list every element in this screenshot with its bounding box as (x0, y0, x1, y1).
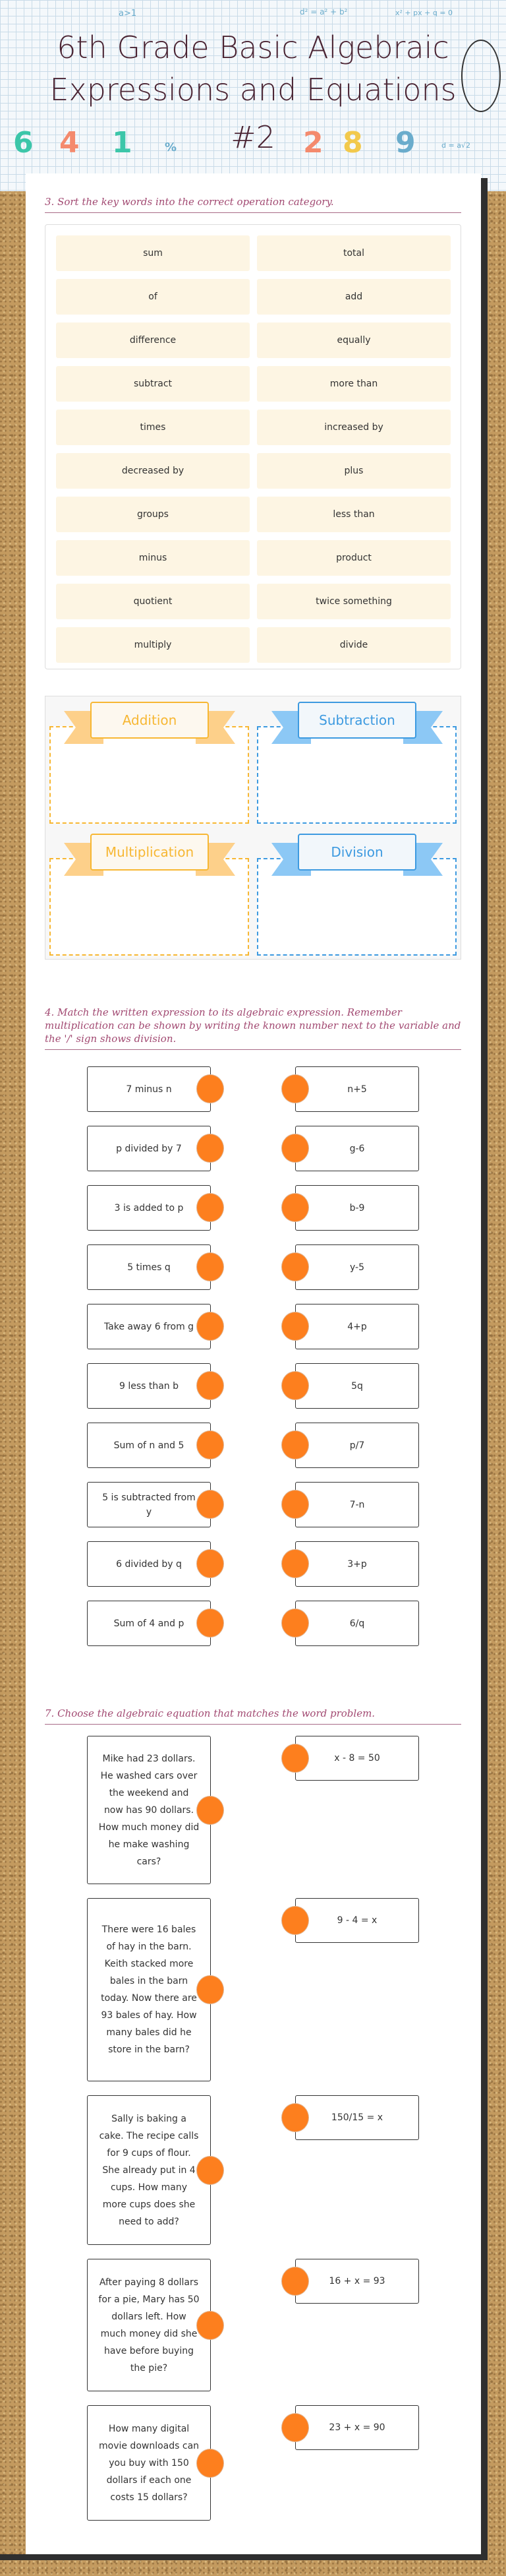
connector-dot[interactable] (281, 1490, 309, 1519)
keyword-chip[interactable]: twice something (257, 584, 451, 619)
algebraic-expression-card[interactable]: p/7 (295, 1423, 419, 1468)
category-ribbon (64, 702, 235, 744)
word-problem-card[interactable]: There were 16 bales of hay in the barn. Keith stacked more bales in the barn today. Now there are 93 bales of hay. How many bales did he store in the barn? (87, 1898, 211, 2081)
keyword-chip[interactable]: divide (257, 627, 451, 663)
page-title-line3: #2 (231, 119, 275, 155)
connector-dot[interactable] (196, 1549, 224, 1578)
equation-card[interactable]: 150/15 = x (295, 2095, 419, 2140)
connector-dot[interactable] (196, 1193, 224, 1222)
written-expression-card[interactable]: Sum of n and 5 (87, 1423, 211, 1468)
connector-dot[interactable] (281, 1609, 309, 1638)
category-label: Subtraction (298, 702, 416, 739)
connector-dot[interactable] (196, 1975, 224, 2004)
category-label: Division (298, 834, 416, 871)
word-problem-card[interactable]: Mike had 23 dollars. He washed cars over the weekend and now has 90 dollars. How much money did he make washing cars? (87, 1736, 211, 1884)
deco-number: 6 (13, 126, 34, 160)
written-expression-card[interactable]: 5 is subtracted from y (87, 1482, 211, 1527)
category-label: Multiplication (90, 834, 209, 871)
deco-number: 1 (112, 126, 132, 160)
category-ribbon (271, 702, 443, 744)
algebraic-expression-card[interactable]: b-9 (295, 1185, 419, 1231)
connector-dot[interactable] (281, 1430, 309, 1459)
algebraic-expression-card[interactable]: g-6 (295, 1126, 419, 1171)
keyword-chip[interactable]: more than (257, 366, 451, 402)
written-expression-card[interactable]: 5 times q (87, 1244, 211, 1290)
equation-card[interactable]: 23 + x = 90 (295, 2405, 419, 2450)
equation-card[interactable]: 9 - 4 = x (295, 1898, 419, 1943)
connector-dot[interactable] (281, 1252, 309, 1281)
question-7-heading: 7. Choose the algebraic equation that matches the word problem. (45, 1707, 461, 1725)
keyword-chip[interactable]: product (257, 540, 451, 576)
keyword-chip[interactable]: sum (56, 235, 250, 271)
equation-card[interactable]: 16 + x = 93 (295, 2259, 419, 2304)
algebraic-expression-card[interactable]: 3+p (295, 1541, 419, 1587)
word-problem-card[interactable]: Sally is baking a cake. The recipe calls for 9 cups of flour. She already put in 4 cups. How many more cups does she need to add? (87, 2095, 211, 2245)
algebraic-expression-card[interactable]: 5q (295, 1363, 419, 1409)
keyword-bank (45, 224, 461, 669)
written-expression-card[interactable]: 3 is added to p (87, 1185, 211, 1231)
keyword-chip[interactable]: minus (56, 540, 250, 576)
keyword-chip[interactable]: total (257, 235, 451, 271)
written-expression-card[interactable]: Take away 6 from g (87, 1304, 211, 1349)
question-4-heading: 4. Match the written expression to its algebraic expression. Remember multiplication can be shown by writing the known number next to the variable and the '/' sign shows division. (45, 1006, 461, 1050)
connector-dot[interactable] (196, 1609, 224, 1638)
algebraic-expression-card[interactable]: y-5 (295, 1244, 419, 1290)
written-expression-card[interactable]: 6 divided by q (87, 1541, 211, 1587)
connector-dot[interactable] (196, 1312, 224, 1341)
connector-dot[interactable] (281, 2267, 309, 2296)
connector-dot[interactable] (196, 2311, 224, 2340)
connector-dot[interactable] (281, 1074, 309, 1103)
connector-dot[interactable] (196, 1252, 224, 1281)
sheet-shadow (481, 178, 488, 2560)
connector-dot[interactable] (281, 1744, 309, 1773)
deco-number: 9 (395, 126, 416, 160)
equation-card[interactable]: x - 8 = 50 (295, 1736, 419, 1781)
keyword-chip[interactable]: times (56, 410, 250, 445)
keyword-chip[interactable]: quotient (56, 584, 250, 619)
deco-number: 2 (303, 126, 323, 160)
written-expression-card[interactable]: p divided by 7 (87, 1126, 211, 1171)
keyword-chip[interactable]: equally (257, 322, 451, 358)
sheet-shadow (0, 2554, 488, 2560)
algebraic-expression-card[interactable]: n+5 (295, 1066, 419, 1112)
connector-dot[interactable] (196, 2156, 224, 2185)
connector-dot[interactable] (196, 1134, 224, 1163)
algebraic-expression-card[interactable]: 6/q (295, 1601, 419, 1646)
keyword-chip[interactable]: subtract (56, 366, 250, 402)
connector-dot[interactable] (196, 1490, 224, 1519)
category-ribbon (271, 834, 443, 876)
page-title-line2: Expressions and Equations (49, 72, 457, 107)
connector-dot[interactable] (281, 2413, 309, 2442)
algebraic-expression-card[interactable]: 7-n (295, 1482, 419, 1527)
word-problem-card[interactable]: After paying 8 dollars for a pie, Mary has 50 dollars left. How much money did she have before buying the pie? (87, 2259, 211, 2391)
written-expression-card[interactable]: 9 less than b (87, 1363, 211, 1409)
connector-dot[interactable] (281, 1371, 309, 1400)
written-expression-card[interactable]: Sum of 4 and p (87, 1601, 211, 1646)
keyword-chip[interactable]: less than (257, 497, 451, 532)
deco-symbol: % (165, 140, 177, 154)
algebraic-expression-card[interactable]: 4+p (295, 1304, 419, 1349)
connector-dot[interactable] (281, 1906, 309, 1935)
deco-formula: x² + px + q = 0 (395, 9, 453, 17)
deco-formula: d² = a² + b² (300, 7, 348, 16)
connector-dot[interactable] (281, 2103, 309, 2132)
deco-formula: a>1 (119, 9, 137, 18)
connector-dot[interactable] (196, 1371, 224, 1400)
category-sort-area (45, 696, 461, 960)
connector-dot[interactable] (196, 1074, 224, 1103)
word-problem-card[interactable]: How many digital movie downloads can you buy with 150 dollars if each one costs 15 dollars? (87, 2405, 211, 2521)
keyword-chip[interactable]: decreased by (56, 453, 250, 489)
header-banner (0, 0, 506, 191)
category-ribbon (64, 834, 235, 876)
page-title-line1: 6th Grade Basic Algebraic (57, 30, 449, 65)
connector-dot[interactable] (196, 1796, 224, 1825)
keyword-chip[interactable]: multiply (56, 627, 250, 663)
written-expression-card[interactable]: 7 minus n (87, 1066, 211, 1112)
deco-number: 4 (59, 126, 80, 160)
connector-dot[interactable] (281, 1134, 309, 1163)
deco-number: 8 (343, 126, 363, 160)
keyword-chip[interactable]: add (257, 279, 451, 315)
keyword-chip[interactable]: increased by (257, 410, 451, 445)
deco-formula: d = a√2 (441, 141, 470, 150)
question-3-heading: 3. Sort the key words into the correct operation category. (45, 195, 461, 213)
keyword-chip[interactable]: difference (56, 322, 250, 358)
connector-dot[interactable] (281, 1549, 309, 1578)
category-label: Addition (90, 702, 209, 739)
connector-dot[interactable] (196, 2449, 224, 2478)
keyword-chip[interactable]: groups (56, 497, 250, 532)
connector-dot[interactable] (281, 1312, 309, 1341)
keyword-chip[interactable]: plus (257, 453, 451, 489)
connector-dot[interactable] (196, 1430, 224, 1459)
connector-dot[interactable] (281, 1193, 309, 1222)
keyword-chip[interactable]: of (56, 279, 250, 315)
